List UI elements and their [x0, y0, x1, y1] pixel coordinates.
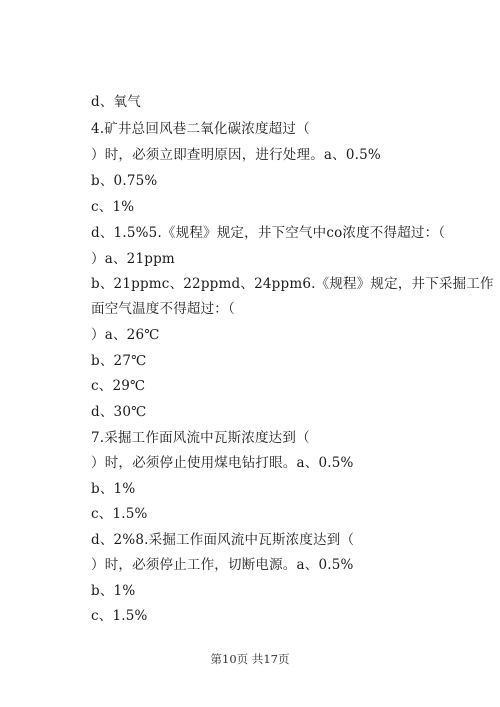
text-line: 面空气温度不得超过：（ [91, 301, 235, 317]
text-line: c、29℃ [91, 378, 146, 394]
text-line-question-7: 7.采掘工作面风流中瓦斯浓度达到（ [91, 430, 310, 446]
text-line: ）时，必须停止工作，切断电源。a、0.5% [91, 557, 354, 573]
text-line: ）a、21ppm [91, 251, 175, 267]
text-line: c、1.5% [91, 506, 148, 522]
text-line: ）时，必须立即查明原因，进行处理。a、0.5% [91, 147, 381, 163]
text-line: b、27℃ [91, 353, 147, 369]
text-line: d、30℃ [91, 404, 147, 420]
text-line: ）时，必须停止使用煤电钻打眼。a、0.5% [91, 455, 354, 471]
text-line: c、1% [91, 199, 135, 215]
text-line-option-d-oxygen: d、氧气 [91, 94, 141, 110]
text-line: ）a、26℃ [91, 327, 160, 343]
text-line-question-8: d、2%8.采掘工作面风流中瓦斯浓度达到（ [91, 532, 355, 548]
text-line-question-5: d、1.5%5.《规程》规定，井下空气中co浓度不得超过：（ [91, 225, 446, 241]
text-line: c、1.5% [91, 608, 148, 624]
text-line: b、1% [91, 583, 136, 599]
text-line: b、1% [91, 481, 136, 497]
text-line-question-4: 4.矿井总回风巷二氧化碳浓度超过（ [91, 121, 310, 137]
text-line: b、0.75% [91, 173, 158, 189]
page-number-footer: 第10页 共17页 [210, 652, 290, 666]
text-line-question-6: b、21ppmc、22ppmd、24ppm6.《规程》规定，井下采掘工作 [91, 276, 494, 292]
